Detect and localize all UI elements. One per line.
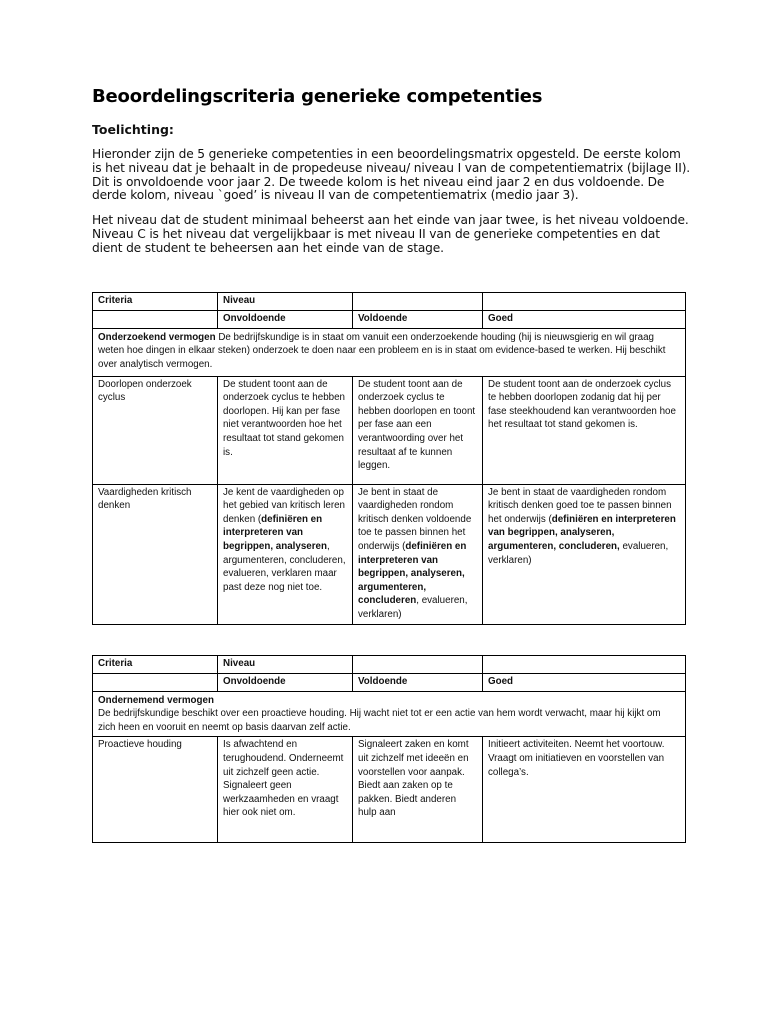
- cell-text: Je kent de vaardigheden op het gebied van kritisch leren denken (: [223, 486, 345, 525]
- section-description: [93, 691, 686, 737]
- section-text: De bedrijfskundige beschikt over een proactieve houding. Hij wacht niet tot er een actie van hem wordt verwacht, maar hij kijkt om zich heen en vooruit en neemt op basis daarvan zelf actie.: [98, 708, 661, 733]
- section-description: [93, 328, 686, 376]
- niveau-header: Niveau: [218, 656, 353, 674]
- cell-text-bold: definiëren en interpreteren van begrippen, analyseren, argumenteren, concluderen,: [488, 513, 676, 552]
- onvoldoende-cell: [218, 484, 353, 624]
- criteria-header: Criteria: [93, 656, 218, 674]
- criterion-cell: Doorlopen onderzoek cyclus: [93, 376, 218, 484]
- cell-text-bold: definiëren en interpreteren van begrippen, analyseren, argumenteren, concluderen: [358, 540, 467, 607]
- cell-text: , argumenteren, concluderen, evalueren, verklaren maar past deze nog niet toe.: [223, 540, 346, 593]
- cell-text: Je bent in staat de vaardigheden rondom kritisch denken goed toe te passen binnen het onderwijs (: [488, 486, 672, 525]
- voldoende-header: Voldoende: [353, 311, 483, 329]
- table-row: [93, 737, 686, 843]
- voldoende-cell: De student toont aan de onderzoek cyclus te hebben doorlopen en toont per fase aan een verantwoording over het resultaat af te kunnen leggen.: [353, 376, 483, 484]
- empty-header-cell: [483, 656, 686, 674]
- cell-text: , evalueren, verklaren): [358, 595, 468, 620]
- voldoende-cell: Signaleert zaken en komt uit zichzelf met ideeën en voorstellen voor aanpak. Biedt aan zaken op te pakken. Biedt anderen hulp aan: [353, 737, 483, 843]
- onvoldoende-header: Onvoldoende: [218, 674, 353, 692]
- empty-header-cell: [93, 311, 218, 329]
- onvoldoende-cell: Is afwachtend en terughoudend. Onderneemt uit zichzelf geen actie. Signaleert geen werkzaamheden en vraagt hier ook niet om.: [218, 737, 353, 843]
- table-row: [93, 376, 686, 484]
- section-text: De bedrijfskundige is in staat om vanuit een onderzoekende houding (hij is nieuwsgierig en wil graag weten hoe dingen in elkaar steken) onderzoek te doen naar een probleem en is in staat om evidence-based te werken. Hij beschikt over analytisch vermogen.: [98, 331, 666, 370]
- empty-header-cell: [93, 674, 218, 692]
- section-title: Ondernemend vermogen: [98, 694, 214, 706]
- goed-cell: [483, 484, 686, 624]
- table-row: [93, 484, 686, 624]
- cell-text: Je bent in staat de vaardigheden rondom kritisch denken voldoende toe te passen binnen het onderwijs (: [358, 486, 472, 552]
- criteria-table-entrepreneurial: [92, 655, 686, 843]
- criteria-header: Criteria: [93, 293, 218, 311]
- cell-text-bold: definiëren en interpreteren van begrippen, analyseren: [223, 513, 327, 552]
- level-paragraph: Het niveau dat de student minimaal beheerst aan het einde van jaar twee, is het niveau voldoende. Niveau C is het niveau dat vergelijkbaar is met niveau II van de generieke competenties en dat dient de student te beheersen aan het einde van de stage.: [92, 213, 689, 255]
- empty-header-cell: [353, 656, 483, 674]
- cell-text: evalueren, verklaren): [488, 540, 669, 566]
- explanation-heading: Toelichting:: [92, 122, 174, 137]
- empty-header-cell: [353, 293, 483, 311]
- criterion-cell: Proactieve houding: [93, 737, 218, 843]
- niveau-header: Niveau: [218, 293, 353, 311]
- goed-cell: Initieert activiteiten. Neemt het voortouw. Vraagt om initiatieven en voorstellen van collega’s.: [483, 737, 686, 843]
- voldoende-header: Voldoende: [353, 674, 483, 692]
- empty-header-cell: [483, 293, 686, 311]
- criterion-cell: Vaardigheden kritisch denken: [93, 484, 218, 624]
- goed-cell: De student toont aan de onderzoek cyclus te hebben doorlopen zodanig dat hij per fase steekhoudend kan verantwoorden hoe het resultaat tot stand gekomen is.: [483, 376, 686, 484]
- goed-header: Goed: [483, 311, 686, 329]
- page-title: Beoordelingscriteria generieke competenties: [92, 86, 543, 107]
- voldoende-cell: [353, 484, 483, 624]
- onvoldoende-cell: De student toont aan de onderzoek cyclus te hebben doorlopen. Hij kan per fase niet verantwoorden hoe het resultaat tot stand gekomen is.: [218, 376, 353, 484]
- criteria-table-research: [92, 292, 686, 625]
- intro-paragraph: Hieronder zijn de 5 generieke competenties in een beoordelingsmatrix opgesteld. De eerste kolom is het niveau dat je behaalt in de propedeuse niveau/ niveau I van de competentiematrix (bijlage II). Dit is onvoldoende voor jaar 2. De tweede kolom is het niveau eind jaar 2 en dus voldoende. De derde kolom, niveau `goed’ is niveau II van de competentiematrix (medio jaar 3).: [92, 147, 691, 203]
- onvoldoende-header: Onvoldoende: [218, 311, 353, 329]
- goed-header: Goed: [483, 674, 686, 692]
- section-title: Onderzoekend vermogen: [98, 331, 216, 343]
